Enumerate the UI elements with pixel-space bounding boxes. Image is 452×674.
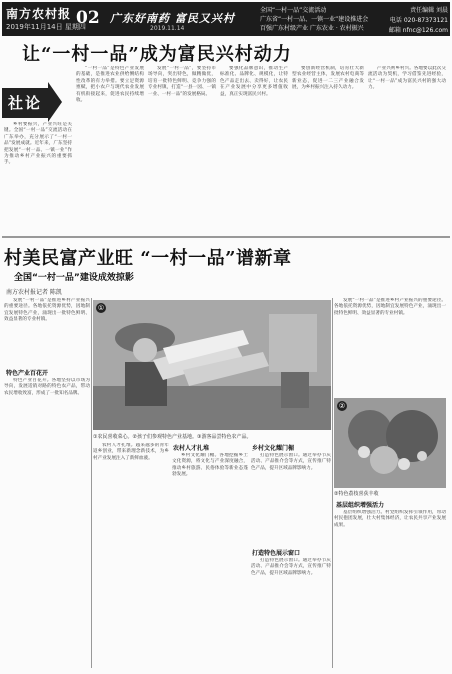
section-heading: 特色产业百花开: [6, 370, 49, 377]
page-number: 02: [76, 8, 100, 28]
news-column: [4, 378, 90, 668]
news-column: [334, 510, 446, 668]
photo-caption: ②特色荔枝喜获丰收: [334, 491, 379, 497]
fruit-harvest-photo: [334, 398, 446, 488]
news-headline: 村美民富产业旺 “一村一品”谱新章: [4, 248, 292, 269]
masthead-headline: 全国“一村一品”交流活动: [260, 7, 327, 14]
newspaper-logo: 南方农村报: [6, 7, 72, 21]
paragraph: 基层组织增强活力。村党组织发挥引领作用，带动村民抱团发展，壮大村集体经济，让农民共享产业发展成果。: [334, 510, 446, 528]
paragraph: “一村一品”是特色产业发展的基础，是推进农业供给侧结构性改革的有力举措。要立足资源禀赋，把小农户与现代农业发展有机衔接起来，促进农民持续增收。: [76, 66, 144, 104]
editorial-title: 让“一村一品”成为富民兴村动力: [22, 44, 292, 65]
masthead-headline: 广东省“一村一品、一镇一业”建设推进会: [260, 16, 369, 23]
editorial-column: [220, 66, 288, 232]
phone-number: 电话 020-87373121: [389, 17, 448, 24]
issue-date: 2019年11月14日 星期四: [6, 23, 86, 31]
photo-illustration: [93, 300, 331, 430]
news-subheadline: 全国“一村一品”建设成效掠影: [14, 273, 134, 283]
section-heading: 农村人才扎堆: [173, 445, 210, 452]
editorial-column: [292, 66, 364, 232]
photo-caption: ①农民喜收菜心。②孩子们参观特色产业基地。③游客品尝特色农产品。: [93, 434, 252, 440]
editorial-label-decoration: [48, 82, 62, 122]
news-column: [93, 443, 169, 668]
photo-number: ①: [97, 304, 105, 312]
masthead: [2, 2, 450, 36]
paragraph: 乡村文化耀门楣。各地挖掘乡土文化资源，将文化与产业深度融合，推动乡村旅游、民俗体验等新业态蓬勃发展。: [172, 453, 248, 478]
section-heading: 基层组织增强活力: [336, 502, 385, 509]
masthead-headline: 百强广东村级产业 广东农业 · 农村振兴: [260, 25, 364, 32]
photo-illustration: [334, 398, 446, 488]
editorial-column: [148, 66, 216, 232]
issue-date-short: 2019.11.14: [150, 25, 185, 32]
editorial-column: [4, 122, 72, 232]
paragraph: 打造特色展示窗口。通过举办节庆活动、产品推介会等方式，宣传推广特色产品，提升区域品牌影响力。: [251, 558, 331, 576]
news-column: [334, 298, 446, 394]
paragraph: 要强化品牌意识，推动生产标准化、品牌化、规模化，让特色产品走出去、卖得好，让农民在产业发展中分享更多增值收益，真正实现富民兴村。: [220, 66, 288, 97]
paragraph: 打造特色展示窗口。通过举办节庆活动、产品推介会等方式，宣传推广特色产品，提升区域品牌影响力。: [251, 453, 331, 471]
paragraph: 发展“一村一品”，要坚持市场导向，突出特色，做精做优，培育一批特色鲜明、竞争力强的专业村镇，打造“一县一园、一镇一业、一村一品”的发展格局。: [148, 66, 216, 97]
section-divider: [2, 236, 450, 238]
news-column: [4, 298, 90, 364]
section-heading: 乡村文化耀门楣: [252, 445, 295, 452]
editorial-column: [76, 66, 144, 232]
news-column: [172, 453, 248, 668]
farmer-harvest-photo: [93, 300, 331, 430]
paragraph: 发展“一村一品”是推进乡村产业振兴的重要途径。各地依托资源优势，因地制宜发展特色产业，涌现出一批特色鲜明、效益显著的专业村镇。: [4, 298, 90, 323]
column-rule: [91, 298, 92, 668]
paragraph: 要创新经营机制，培育壮大新型农业经营主体，发展农村电商等新业态，促进一二三产业融合发展，为乡村振兴注入持久动力。: [292, 66, 364, 91]
paragraph: 发展“一村一品”是推进乡村产业振兴的重要途径。各地依托资源优势，因地制宜发展特色产业，涌现出一批特色鲜明、效益显著的专业村镇。: [334, 298, 446, 316]
column-rule: [332, 298, 333, 668]
editorial-column: [368, 66, 446, 232]
news-byline: 南方农村报记者 陈凯: [6, 289, 62, 296]
paragraph: 特色产业百花开。各地坚持以市场为导向，发展适销对路的特色农产品，带动农民增收致富，形成了一批知名品牌。: [4, 378, 90, 396]
editorial-label: 社论: [2, 88, 48, 118]
photo-number: ②: [338, 402, 346, 410]
editor-name: 责任编辑 刘晨: [410, 7, 448, 14]
contact-info: [378, 6, 448, 36]
news-column: [251, 453, 331, 543]
paragraph: 乡村要振兴，产业兴旺是关键。全国“一村一品”交流活动在广东举办，充分展示了“一村一品”发展成就。近年来，广东坚持把发展“一村一品、一镇一业”作为推动乡村产业振兴的重要抓手。: [4, 122, 72, 166]
news-column: [251, 558, 331, 668]
page-slogan: 广东好南药 富民又兴村: [110, 12, 235, 25]
email-address: 邮箱 nfnc@126.com: [388, 27, 448, 34]
paragraph: 产业兴则乡村兴。各地要以此次交流活动为契机，学习借鉴先进经验，让“一村一品”成为富民兴村的强大动力。: [368, 66, 446, 91]
section-heading: 打造特色展示窗口: [252, 550, 301, 557]
paragraph: 农村人才扎堆。越来越多的青年返乡创业，带来新理念新技术，为乡村产业发展注入了新鲜血液。: [93, 443, 169, 461]
